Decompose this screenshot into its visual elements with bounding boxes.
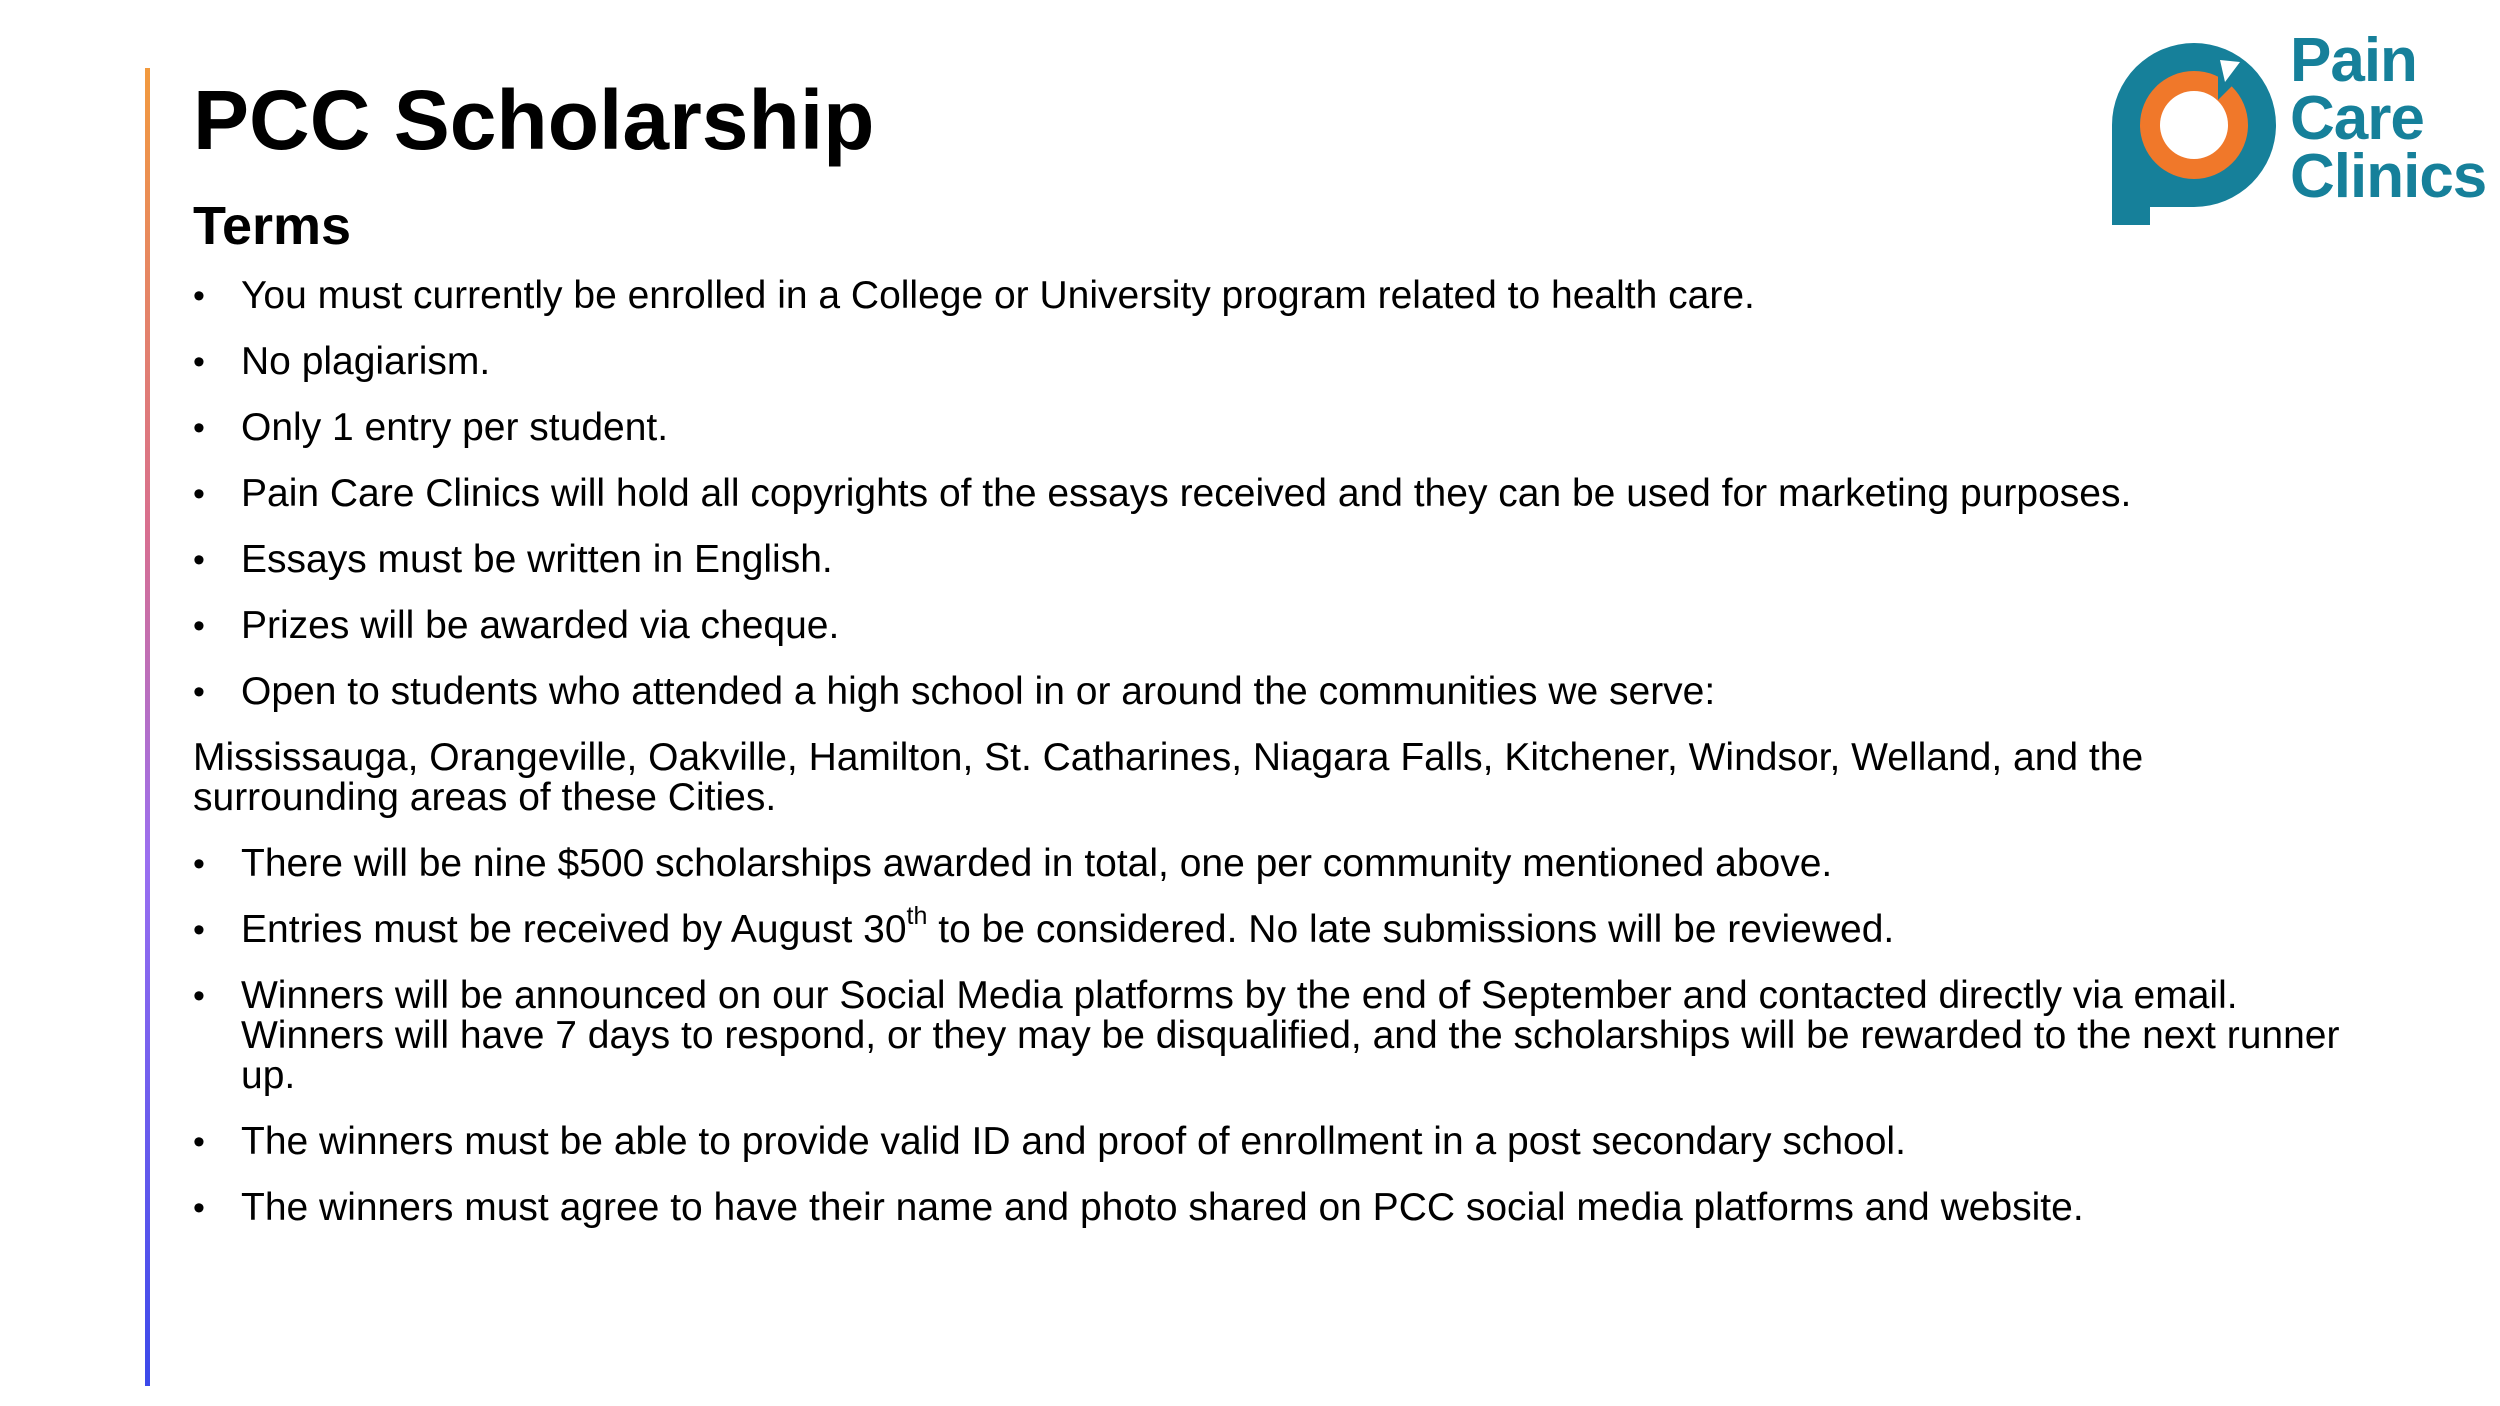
bullet-icon: • — [193, 343, 205, 381]
accent-bar — [145, 68, 150, 1386]
terms-list — [193, 276, 2393, 1254]
logo-line-care: Care — [2290, 84, 2424, 153]
term-text: No plagiarism. — [241, 340, 491, 383]
deadline-text-after: to be considered. No late submissions will be reviewed. — [927, 908, 1895, 951]
bullet-icon: • — [193, 409, 205, 447]
list-item — [193, 672, 2393, 712]
page-title: PCC Scholarship — [193, 73, 875, 167]
term-text: Pain Care Clinics will hold all copyrights of the essays received and they can be used for marketing purposes. — [241, 472, 2132, 515]
bullet-icon: • — [193, 607, 205, 645]
bullet-icon: • — [193, 1189, 205, 1227]
term-text: Essays must be written in English. — [241, 538, 833, 581]
list-item — [193, 902, 2393, 951]
communities-paragraph: Mississauga, Orangeville, Oakville, Hamilton, St. Catharines, Niagara Falls, Kitchener, Windsor, Welland, and the surrounding areas of these Cities. — [193, 736, 2144, 819]
bullet-icon: • — [193, 845, 205, 883]
list-item — [193, 976, 2393, 1096]
list-item — [193, 844, 2393, 884]
logo-line-clinics: Clinics — [2290, 142, 2487, 211]
term-text: The winners must agree to have their name and photo shared on PCC social media platforms and website. — [241, 1186, 2084, 1229]
bullet-icon: • — [193, 673, 205, 711]
list-item — [193, 540, 2393, 580]
list-item — [193, 474, 2393, 514]
list-item — [193, 1188, 2393, 1228]
term-text: There will be nine $500 scholarships awarded in total, one per community mentioned above. — [241, 842, 1833, 885]
list-item — [193, 408, 2393, 448]
bullet-icon: • — [193, 277, 205, 315]
pain-care-clinics-logo — [2100, 26, 2487, 230]
term-text: Prizes will be awarded via cheque. — [241, 604, 840, 647]
deadline-text-before: Entries must be received by August 30 — [241, 908, 907, 951]
logo-line-pain: Pain — [2290, 26, 2417, 95]
section-heading-terms: Terms — [193, 196, 352, 256]
deadline-term — [241, 902, 1895, 951]
deadline-ordinal-suffix: th — [906, 902, 928, 930]
bullet-icon: • — [193, 977, 205, 1015]
term-text: Open to students who attended a high school in or around the communities we serve: — [241, 670, 1716, 713]
bullet-icon: • — [193, 1123, 205, 1161]
bullet-icon: • — [193, 541, 205, 579]
list-item — [193, 342, 2393, 382]
list-item — [193, 276, 2393, 316]
term-text: Winners will be announced on our Social Media platforms by the end of September and contacted directly via email. Winners will have 7 days to respond, or they may be disqualified, and the scholarships will be rewarded to the next runner up. — [241, 974, 2340, 1097]
pcc-logo-icon — [2100, 30, 2280, 230]
list-item — [193, 606, 2393, 646]
term-text: Only 1 entry per student. — [241, 406, 669, 449]
term-text: You must currently be enrolled in a College or University program related to health care. — [241, 274, 1755, 317]
term-text: The winners must be able to provide valid ID and proof of enrollment in a post secondary school. — [241, 1120, 1906, 1163]
logo-wordmark — [2290, 26, 2487, 211]
bullet-icon: • — [193, 911, 205, 949]
list-item — [193, 1122, 2393, 1162]
bullet-icon: • — [193, 475, 205, 513]
